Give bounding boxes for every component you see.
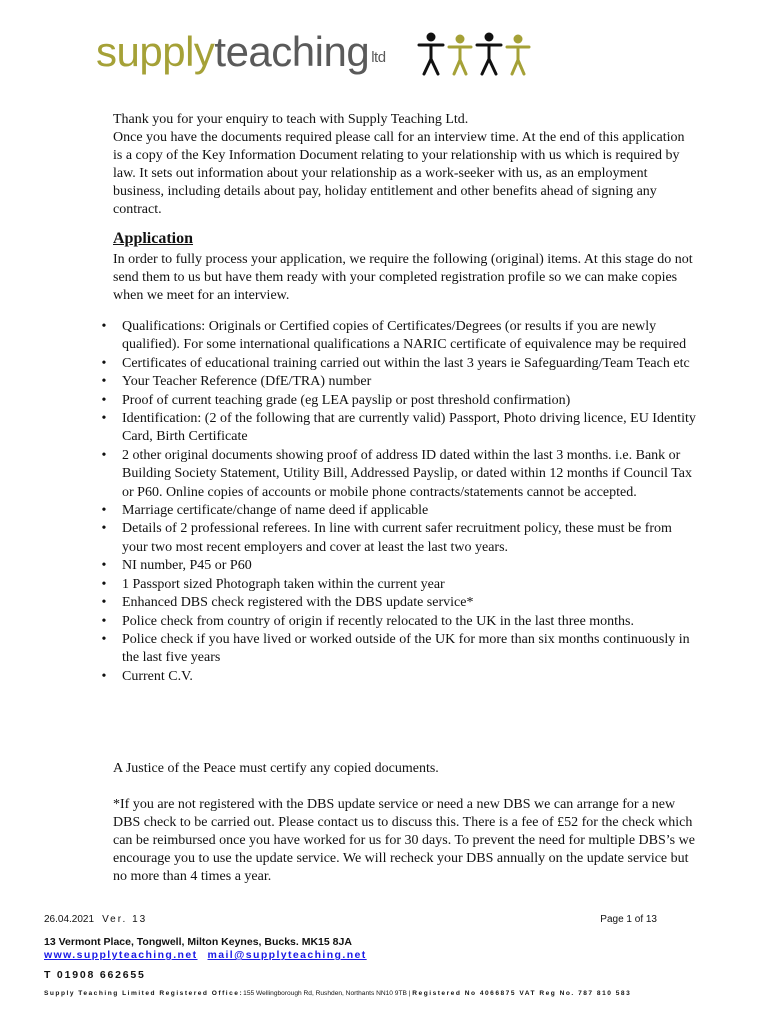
bullet-icon: • (101, 447, 107, 463)
list-item (98, 318, 698, 355)
website-link[interactable]: www.supplyteaching.net (44, 949, 198, 961)
required-documents-list (98, 318, 698, 686)
list-item-text: Enhanced DBS check registered with the DBS update service* (122, 595, 474, 611)
person-figure-icon (507, 35, 529, 75)
bullet-icon: • (101, 411, 107, 427)
email-link[interactable]: mail@supplyteaching.net (207, 949, 367, 961)
footer-version: Ver. 13 (102, 914, 148, 925)
application-intro: In order to fully process your application, we require the following (original) items. At this stage do not send them to us but have them ready with your completed registration profile so we can make copies when we meet for an interview. (113, 252, 693, 303)
registration-numbers: Registered No 4066875 VAT Reg No. 787 810 583 (412, 990, 632, 997)
person-figure-icon (449, 35, 471, 75)
logo-word-supply: supply (96, 28, 215, 75)
list-item-text: Marriage certificate/change of name deed if applicable (122, 503, 429, 519)
list-item (98, 502, 698, 520)
list-item (98, 520, 698, 557)
list-item (98, 668, 698, 686)
person-figure-icon (477, 33, 501, 75)
list-item (98, 410, 698, 447)
footer-address: 13 Vermont Place, Tongwell, Milton Keynes, Bucks. MK15 8JA (44, 936, 352, 948)
list-item (98, 557, 698, 575)
list-item-text: Details of 2 professional referees. In line with current safer recruitment policy, these must be from your two most recent employers and cover at least the last two years. (122, 521, 672, 555)
list-item-text: Police check from country of origin if recently relocated to the UK in the last three months. (122, 613, 635, 629)
footer-date-version (44, 914, 147, 925)
list-item (98, 631, 698, 668)
bullet-icon: • (101, 374, 107, 390)
bullet-icon: • (101, 668, 107, 684)
intro-thanks: Thank you for your enquiry to teach with Supply Teaching Ltd. (113, 112, 469, 127)
list-item-text: Identification: (2 of the following that are currently valid) Passport, Photo driving licence, EU Identity Card, Birth Certificate (122, 411, 696, 445)
footer-telephone: T 01908 662655 (44, 969, 146, 981)
registered-office-address: 155 Wellingborough Rd, Rushden, Northants NN10 9TB | (243, 990, 411, 997)
list-item-text: Your Teacher Reference (DfE/TRA) number (122, 374, 372, 390)
justice-of-peace-note: A Justice of the Peace must certify any copied documents. (113, 761, 439, 776)
registered-office-label: Supply Teaching Limited Registered Office: (44, 990, 244, 997)
logo-wordmark (96, 26, 386, 78)
bullet-icon: • (101, 631, 107, 647)
dbs-fee-note: *If you are not registered with the DBS update service or need a new DBS we can arrange for a new DBS check to be carried out. Please contact us to discuss this. There is a fee of £52 for the check which can be reimbursed once you have worked for us for 30 days. To prevent the need for multiple DBS’s we encourage you to use the update service. We will recheck your DBS annually on the update service but no more than 4 times a year. (113, 797, 695, 884)
list-item (98, 355, 698, 373)
bullet-icon: • (101, 595, 107, 611)
registered-office-line (44, 990, 631, 997)
intro-details: Once you have the documents required please call for an interview time. At the end of this application is a copy of the Key Information Document relating to your relationship with us which is required by law. It sets out information about your relationship as a work-seeker with us, as an employment business, including details about pay, holiday entitlement and other benefits ahead of signing any contract. (113, 130, 685, 217)
list-item (98, 576, 698, 594)
bullet-icon: • (101, 392, 107, 408)
bullet-icon: • (101, 521, 107, 537)
list-item (98, 373, 698, 391)
list-item-text: Qualifications: Originals or Certified copies of Certificates/Degrees (or results if you are newly qualified). For some international qualifications a NARIC certificate of equivalence may be required (122, 319, 687, 353)
list-item (98, 447, 698, 502)
bullet-icon: • (101, 558, 107, 574)
bullet-icon: • (101, 613, 107, 629)
list-item-text: Police check if you have lived or worked outside of the UK for more than six months continuously in the last five years (122, 631, 690, 666)
list-item-text: Certificates of educational training carried out within the last 3 years ie Safeguarding/Team Teach etc (122, 355, 690, 371)
list-item (98, 392, 698, 410)
logo-people-icon (416, 30, 536, 78)
list-item-text: 2 other original documents showing proof of address ID dated within the last 3 months. i.e. Bank or Building Society Statement, Utility Bill, Addressed Payslip, or dated within 12 months if Council Tax or P60. Online copies of accounts or mobile phone contracts/statements cannot be accepted. (122, 447, 693, 500)
page-number: Page 1 of 13 (600, 914, 657, 925)
list-item-text: 1 Passport sized Photograph taken within the current year (122, 576, 445, 592)
footer-date: 26.04.2021 (44, 914, 95, 925)
bullet-icon: • (101, 503, 107, 519)
logo-suffix-ltd: ltd (371, 49, 386, 66)
application-heading: Application (113, 230, 194, 247)
bullet-icon: • (101, 355, 107, 371)
company-logo (96, 26, 536, 78)
list-item (98, 613, 698, 631)
intro-paragraph (113, 111, 693, 219)
bullet-icon: • (101, 319, 107, 334)
list-item-text: NI number, P45 or P60 (122, 558, 252, 574)
logo-word-teaching: teaching (214, 28, 370, 75)
footer-links (44, 949, 367, 961)
list-item-text: Current C.V. (122, 668, 193, 684)
list-item-text: Proof of current teaching grade (eg LEA payslip or post threshold confirmation) (122, 392, 571, 408)
bullet-icon: • (101, 576, 107, 592)
list-item (98, 594, 698, 612)
person-figure-icon (419, 33, 443, 75)
